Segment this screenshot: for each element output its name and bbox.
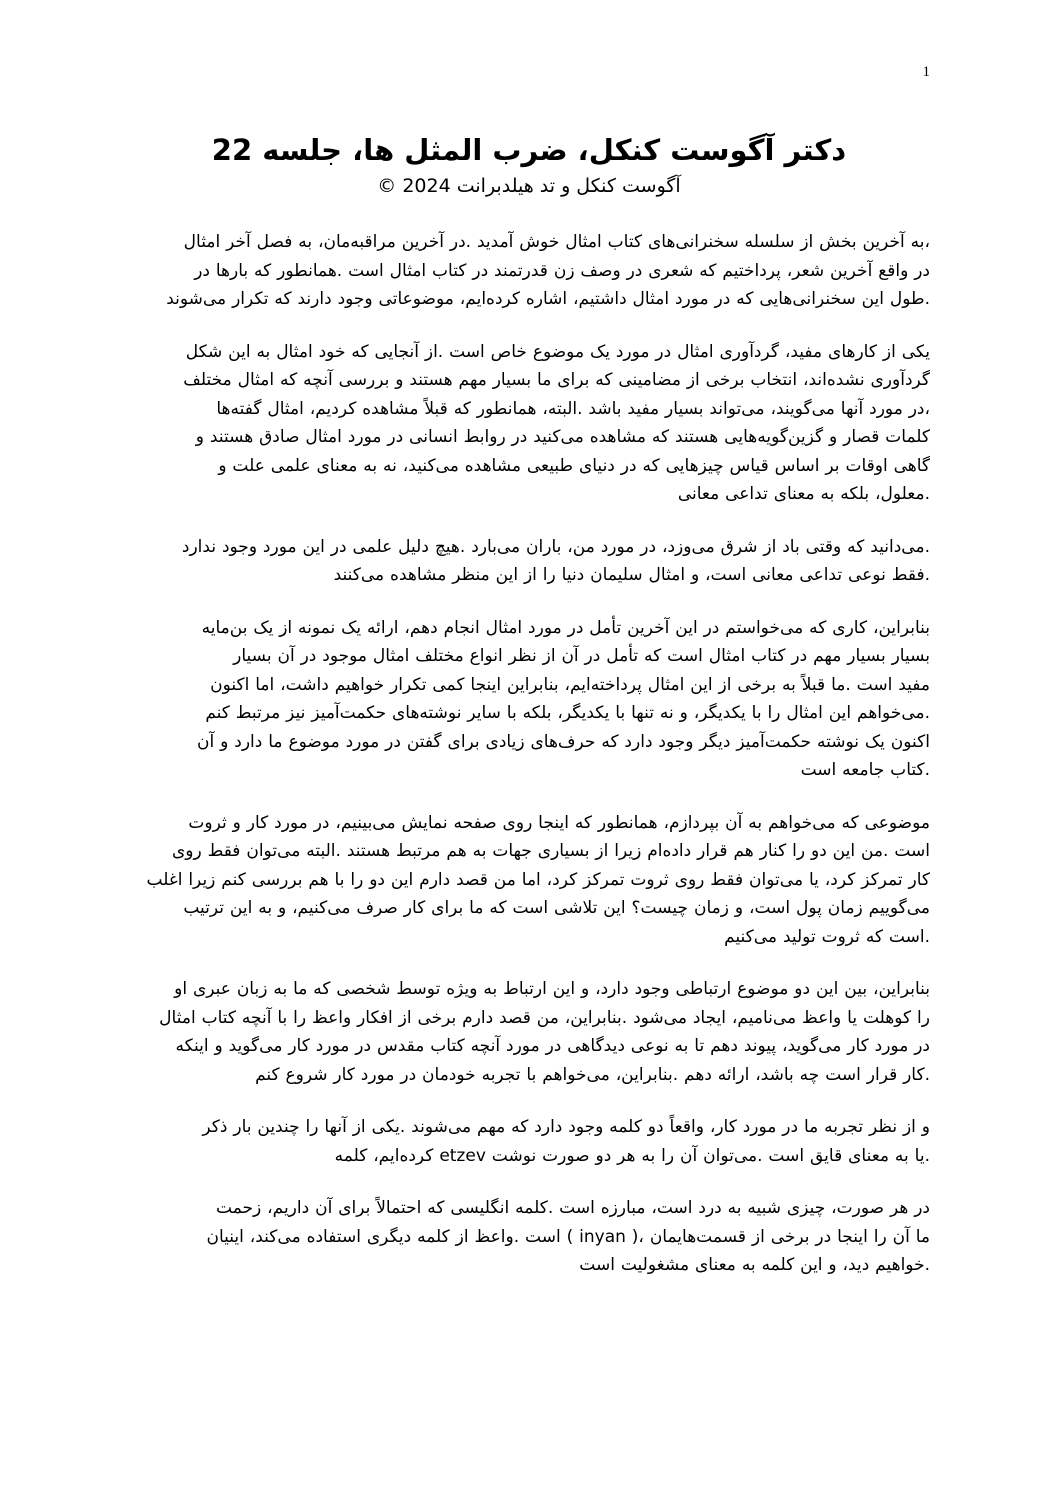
text-line: بنابراین، کاری که می‌خواستم در این آخرین تأمل در مورد امثال انجام دهم، ارائه یک نمونه از یک بن‌مایه [201, 617, 930, 638]
text-line: در هر صورت، چیزی شبیه به درد است، مبارزه است .کلمه انگلیسی که احتمالاً برای آن داریم، زحمت [216, 1198, 930, 1218]
text-line: اکنون یک نوشته حکمت‌آمیز دیگر وجود دارد که حرف‌های زیادی برای گفتن در مورد موضوع ما دارد و آن [197, 731, 930, 752]
document-title: دکتر آگوست کنکل، ضرب المثل ها، جلسه 22 [211, 133, 847, 167]
text-line: گردآوری نشده‌اند، انتخاب برخی از مضامینی که برای ما بسیار مهم هستند و بررسی آنچه که امثال مختلف [183, 370, 930, 390]
text-line: کار تمرکز کرد، یا می‌توان فقط روی ثروت تمرکز کرد، اما من قصد دارم این دو را با هم بررسی کنم زیرا اغلب [146, 869, 930, 890]
paragraph-6 [128, 975, 930, 1089]
text-line: می‌گوییم زمان پول است، و زمان چیست؟ این تلاشی است که ما برای کار صرف می‌کنیم، و به این ترتیب [183, 898, 930, 918]
text-line: .است که ثروت تولید می‌کنیم [724, 926, 930, 947]
text-line: .کتاب جامعه است [800, 760, 930, 780]
text-line: ،به آخرین بخش از سلسله سخنرانی‌های کتاب امثال خوش آمدید .در آخرین مراقبه‌مان، به فصل آخر امثال [183, 232, 930, 252]
text-line: گاهی اوقات بر اساس قیاس چیزهایی که در دنیای طبیعی مشاهده می‌کنید، نه به معنای علمی علت و [218, 455, 930, 476]
text-line: ما آن را اینجا در برخی از قسمت‌هایمان ،( inyan ) است .واعظ از کلمه دیگری استفاده می‌کند، اینیان [206, 1226, 930, 1247]
text-line: کلمات قصار و گزین‌گویه‌هایی هستند که مشاهده می‌کنید در روابط انسانی در مورد امثال صادق هستند و [195, 427, 930, 447]
text-line: را کوهلت یا واعظ می‌نامیم، ایجاد می‌شود .بنابراین، من قصد دارم برخی از افکار واعظ را با آنچه کتاب امثال [159, 1007, 930, 1028]
paragraph-3 [128, 533, 930, 590]
text-line: .کار قرار است چه باشد، ارائه دهم .بنابراین، می‌خواهم با تجربه خودمان در مورد کار شروع کنم [255, 1064, 930, 1085]
document-subtitle: آگوست کنکل و تد هیلدبرانت 2024 © [377, 175, 681, 197]
text-line: .می‌دانید که وقتی باد از شرق می‌وزد، در مورد من، باران می‌بارد .هیچ دلیل علمی در این مورد وجود ندارد [181, 536, 930, 557]
paragraph-5 [128, 809, 930, 952]
text-line: مفید است .ما قبلاً به برخی از این امثال پرداخته‌ایم، بنابراین اینجا کمی تکرار خواهیم داشت، اما اکنون [210, 674, 930, 695]
text-line: بسیار بسیار مهم در کتاب امثال است که تأمل در آن از نظر انواع مختلف امثال موجود در آن بسیار [233, 646, 930, 666]
text-line: موضوعی که می‌خواهم به آن بپردازم، همانطور که اینجا روی صفحه نمایش می‌بینیم، در مورد کار و ثروت [188, 812, 930, 833]
text-line: است .من این دو را کنار هم قرار داده‌ام زیرا از بسیاری جهات به هم مرتبط هستند .البته می‌توان فقط روی [171, 841, 930, 861]
text-line: .طول این سخنرانی‌هایی که در مورد امثال داشتیم، اشاره کرده‌ایم، موضوعاتی وجود دارند که تکرار می‌شوند [166, 289, 930, 309]
text-line: یکی از کارهای مفید، گردآوری امثال در مورد یک موضوع خاص است .از آنجایی که خود امثال به این شکل [185, 341, 930, 362]
paragraph-4 [128, 614, 930, 785]
text-line: .معلول، بلکه به معنای تداعی معانی [677, 484, 930, 504]
text-line: و از نظر تجربه ما در مورد کار، واقعاً دو کلمه وجود دارد که مهم می‌شوند .یکی از آنها را چندین بار ذکر [202, 1117, 930, 1137]
document-body [128, 228, 930, 1304]
page-number: 1 [922, 64, 930, 80]
text-line: .خواهیم دید، و این کلمه به معنای مشغولیت است [579, 1255, 930, 1275]
paragraph-7 [128, 1113, 930, 1170]
text-line: .می‌خواهم این امثال را با یکدیگر، و نه تنها با یکدیگر، بلکه با سایر نوشته‌های حکمت‌آمیز نیز مرتبط کنم [205, 703, 930, 723]
text-line: ،در مورد آنها می‌گویند، می‌تواند بسیار مفید باشد .البته، همانطور که قبلاً مشاهده کردیم، امثال گفته‌ها [216, 398, 930, 419]
text-line: .فقط نوعی تداعی معانی است، و امثال سلیمان دنیا را از این منظر مشاهده می‌کنند [333, 565, 930, 585]
paragraph-1 [128, 228, 930, 314]
text-line: در واقع آخرین شعر، پرداختیم که شعری در وصف زن قدرتمند در کتاب امثال است .همانطور که بارها در [194, 260, 930, 281]
text-line: در مورد کار می‌گوید، پیوند دهم تا به نوعی دیدگاهی در مورد آنچه کتاب مقدس در مورد کار می‌گوید و اینکه [175, 1036, 930, 1056]
document-header [128, 128, 930, 200]
text-line: بنابراین، بین این دو موضوع ارتباطی وجود دارد، و این ارتباط به ویژه توسط شخصی که ما به زبان عبری او [174, 979, 930, 999]
paragraph-2 [128, 338, 930, 509]
text-line: .یا به معنای قایق است .می‌توان آن را به هر دو صورت نوشت etzev کرده‌ایم، کلمه [334, 1145, 930, 1166]
paragraph-8 [128, 1194, 930, 1280]
